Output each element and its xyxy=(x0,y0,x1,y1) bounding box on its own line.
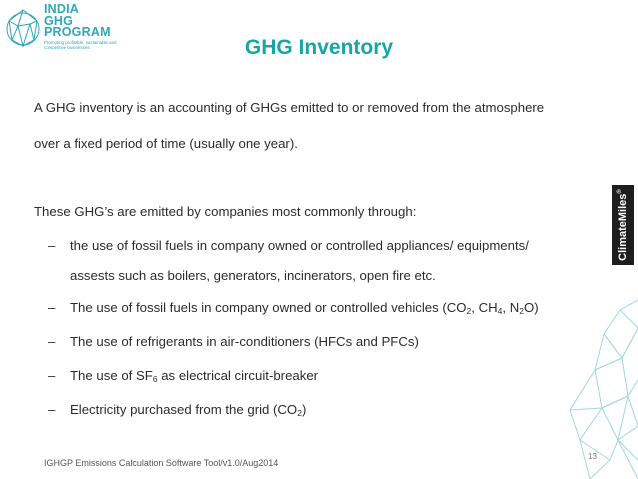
bullet-3-text: The use of refrigerants in air-conditioners (HFCs and PFCs) xyxy=(70,334,419,349)
bullet-item-2 xyxy=(48,300,539,315)
bullet-4-text: The use of $SF_6$ as electrical circuit-breaker xyxy=(70,368,319,384)
bullet-1-line-2: assests such as boilers, generators, incinerators, open fire etc. xyxy=(70,268,436,283)
logo-tagline: Promoting profitable, sustainable and competitive businesses xyxy=(44,40,117,50)
bullet-item-1 xyxy=(48,238,529,253)
intro-line-2: over a fixed period of time (usually one year). xyxy=(34,136,298,151)
bullet-dash: – xyxy=(48,334,56,349)
bullet-item-4 xyxy=(48,368,318,383)
logo-line-3: PROGRAM xyxy=(44,25,111,39)
bullet-item-5 xyxy=(48,402,306,417)
bullet-dash: – xyxy=(48,300,56,315)
registered-mark: ® xyxy=(617,189,623,194)
bullet-2-text: The use of fossil fuels in company owned or controlled vehicles ($CO_2$, $CH_4$, $N_2O$) xyxy=(70,300,539,316)
bullet-5-text: Electricity purchased from the grid $(CO_2)$ xyxy=(70,402,307,418)
bullet-dash: – xyxy=(48,402,56,417)
logo-line-1: INDIA xyxy=(44,2,80,16)
slide-title: GHG Inventory xyxy=(244,36,394,59)
logo-line-2: GHG xyxy=(44,13,74,28)
bullet-dash: – xyxy=(48,368,56,383)
decorative-mesh-graphic xyxy=(500,300,638,479)
climatemiles-badge xyxy=(612,185,634,265)
climatemiles-text: ClimateMiles xyxy=(617,193,629,261)
intro-line-1: A GHG inventory is an accounting of GHGs emitted to or removed from the atmosphere xyxy=(34,100,545,115)
bullet-item-3 xyxy=(48,334,419,349)
page-number: 13 xyxy=(588,452,597,461)
footer-text: IGHGP Emissions Calculation Software Tool/v1.0/Aug2014 xyxy=(44,458,279,468)
lead-text: These GHG’s are emitted by companies most commonly through: xyxy=(34,204,417,219)
bullet-dash: – xyxy=(48,238,56,253)
bullet-1-line-1: the use of fossil fuels in company owned or controlled appliances/ equipments/ xyxy=(70,238,529,253)
